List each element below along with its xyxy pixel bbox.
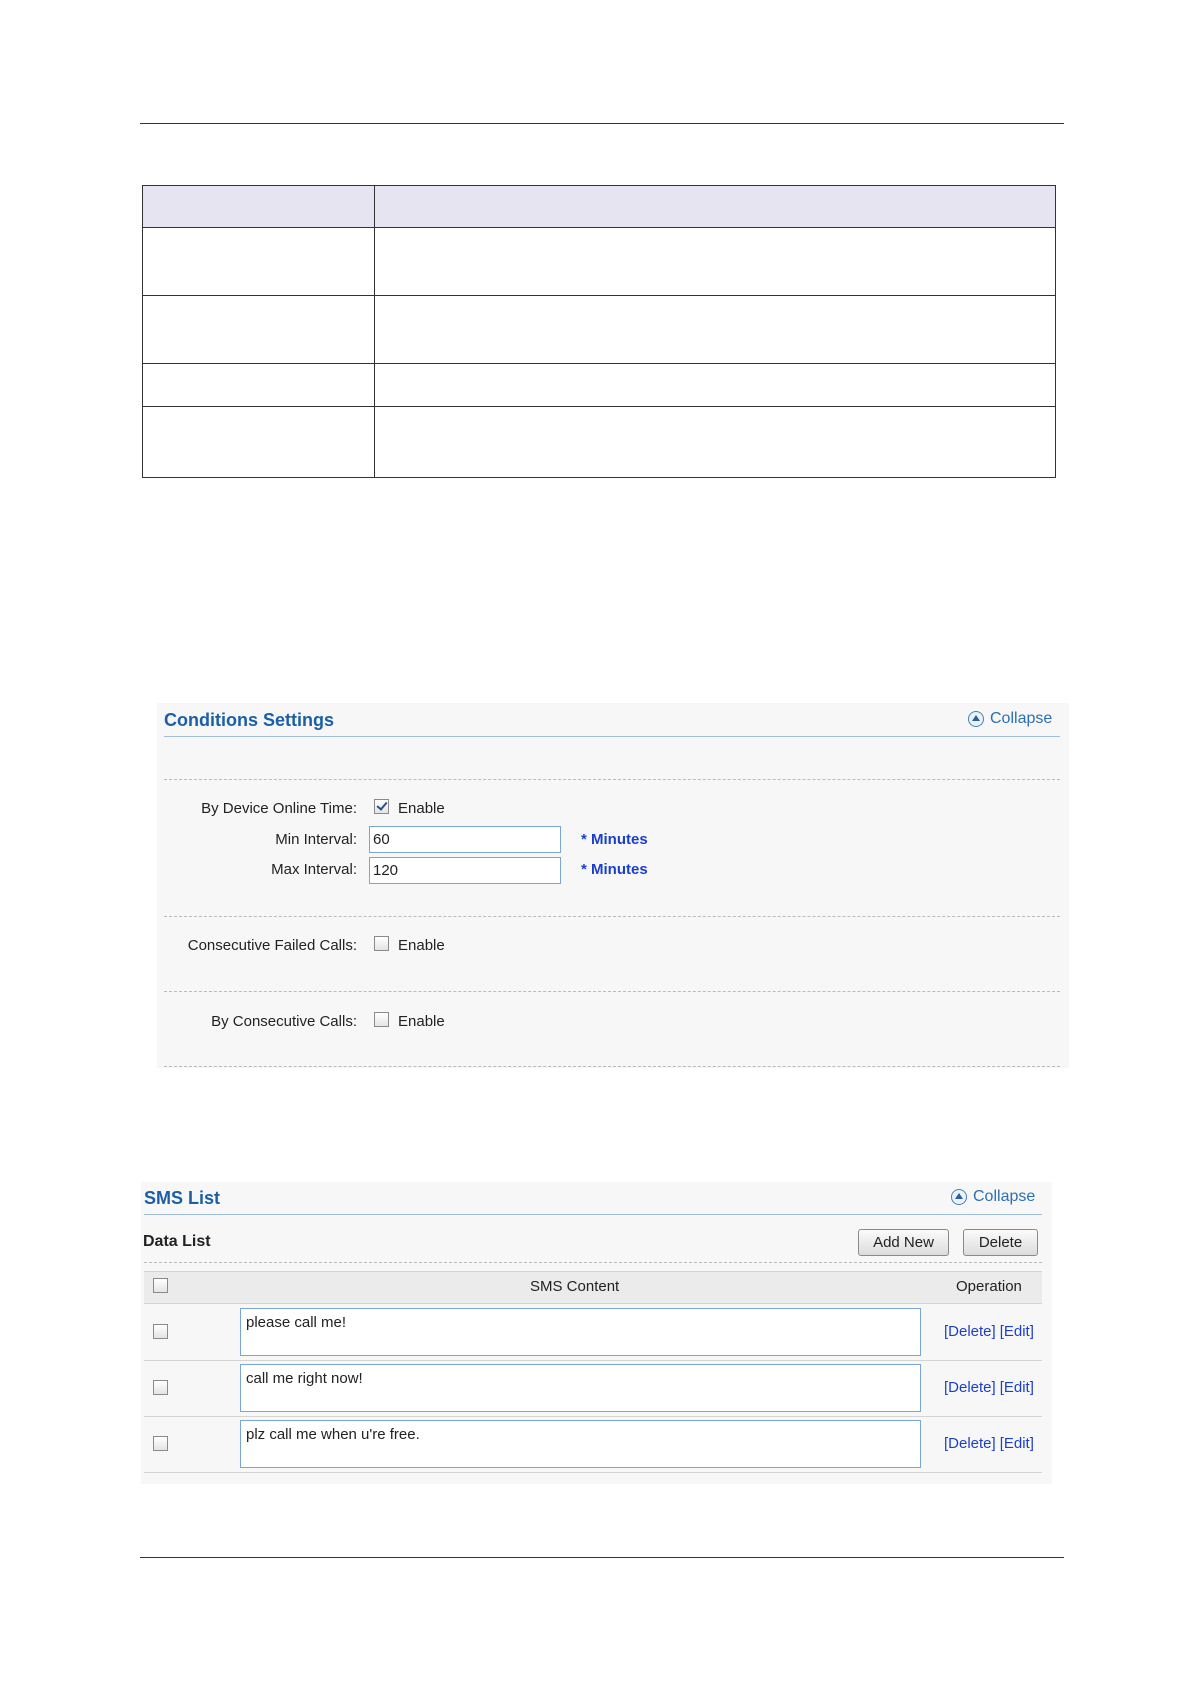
header-rule [140, 123, 1064, 124]
consecutive-failed-calls-checkbox[interactable] [374, 936, 389, 951]
min-interval-label: Min Interval: [275, 831, 357, 848]
edit-link[interactable]: [Edit] [999, 1323, 1034, 1340]
delete-link[interactable]: [Delete] [944, 1379, 996, 1396]
row-operations [944, 1435, 1034, 1452]
edit-link[interactable]: [Edit] [999, 1435, 1034, 1452]
section-divider [164, 779, 1060, 780]
min-interval-unit: * Minutes [581, 831, 648, 848]
sms-content-box[interactable]: please call me! [240, 1308, 921, 1356]
max-interval-unit: * Minutes [581, 861, 648, 878]
parameter-table [142, 185, 1056, 478]
by-consecutive-calls-checkbox[interactable] [374, 1012, 389, 1027]
row-divider [144, 1360, 1042, 1361]
delete-button[interactable]: Delete [963, 1229, 1038, 1256]
table-cell [375, 228, 1056, 296]
row-checkbox[interactable] [153, 1436, 168, 1451]
row-checkbox[interactable] [153, 1380, 168, 1395]
section-divider [164, 1066, 1060, 1067]
collapse-button[interactable] [968, 710, 1052, 728]
table-cell [375, 296, 1056, 364]
collapse-label: Collapse [990, 710, 1053, 727]
by-consecutive-calls-label: By Consecutive Calls: [211, 1013, 357, 1030]
delete-link[interactable]: [Delete] [944, 1435, 996, 1452]
sms-content-header: SMS Content [530, 1278, 620, 1295]
row-divider [144, 1472, 1042, 1473]
table-cell [375, 407, 1056, 478]
min-interval-input[interactable] [369, 826, 561, 853]
consecutive-failed-calls-label: Consecutive Failed Calls: [187, 937, 357, 954]
table-cell [375, 364, 1056, 407]
sms-content-box[interactable]: call me right now! [240, 1364, 921, 1412]
conditions-settings-panel [157, 703, 1069, 1068]
enable-label: Enable [398, 800, 445, 817]
collapse-button[interactable] [951, 1188, 1035, 1206]
table-cell [143, 228, 375, 296]
edit-link[interactable]: [Edit] [999, 1379, 1034, 1396]
enable-label: Enable [398, 937, 445, 954]
footer-rule [140, 1557, 1064, 1558]
panel-title: SMS List [144, 1188, 221, 1208]
collapse-label: Collapse [973, 1188, 1036, 1205]
panel-title: Conditions Settings [164, 710, 334, 730]
row-operations [944, 1323, 1034, 1340]
title-rule [164, 736, 1060, 737]
title-rule [144, 1214, 1042, 1215]
by-device-online-time-checkbox[interactable] [374, 799, 389, 814]
add-new-button[interactable]: Add New [858, 1229, 949, 1256]
table-cell [143, 296, 375, 364]
section-divider [164, 991, 1060, 992]
table-cell [143, 364, 375, 407]
data-list-label: Data List [143, 1233, 211, 1250]
row-checkbox[interactable] [153, 1324, 168, 1339]
sms-content-box[interactable]: plz call me when u're free. [240, 1420, 921, 1468]
table-header-cell [143, 186, 375, 228]
max-interval-input[interactable] [369, 857, 561, 884]
section-divider [144, 1262, 1042, 1263]
collapse-icon [968, 711, 984, 727]
by-device-online-time-label: By Device Online Time: [201, 800, 357, 817]
table-header-cell [375, 186, 1056, 228]
table-cell [143, 407, 375, 478]
select-all-checkbox[interactable] [153, 1278, 168, 1293]
section-divider [164, 916, 1060, 917]
delete-link[interactable]: [Delete] [944, 1323, 996, 1340]
operation-header: Operation [956, 1278, 1022, 1295]
row-divider [144, 1416, 1042, 1417]
enable-label: Enable [398, 1013, 445, 1030]
max-interval-label: Max Interval: [271, 861, 357, 878]
row-operations [944, 1379, 1034, 1396]
sms-list-panel [141, 1182, 1052, 1484]
collapse-icon [951, 1189, 967, 1205]
